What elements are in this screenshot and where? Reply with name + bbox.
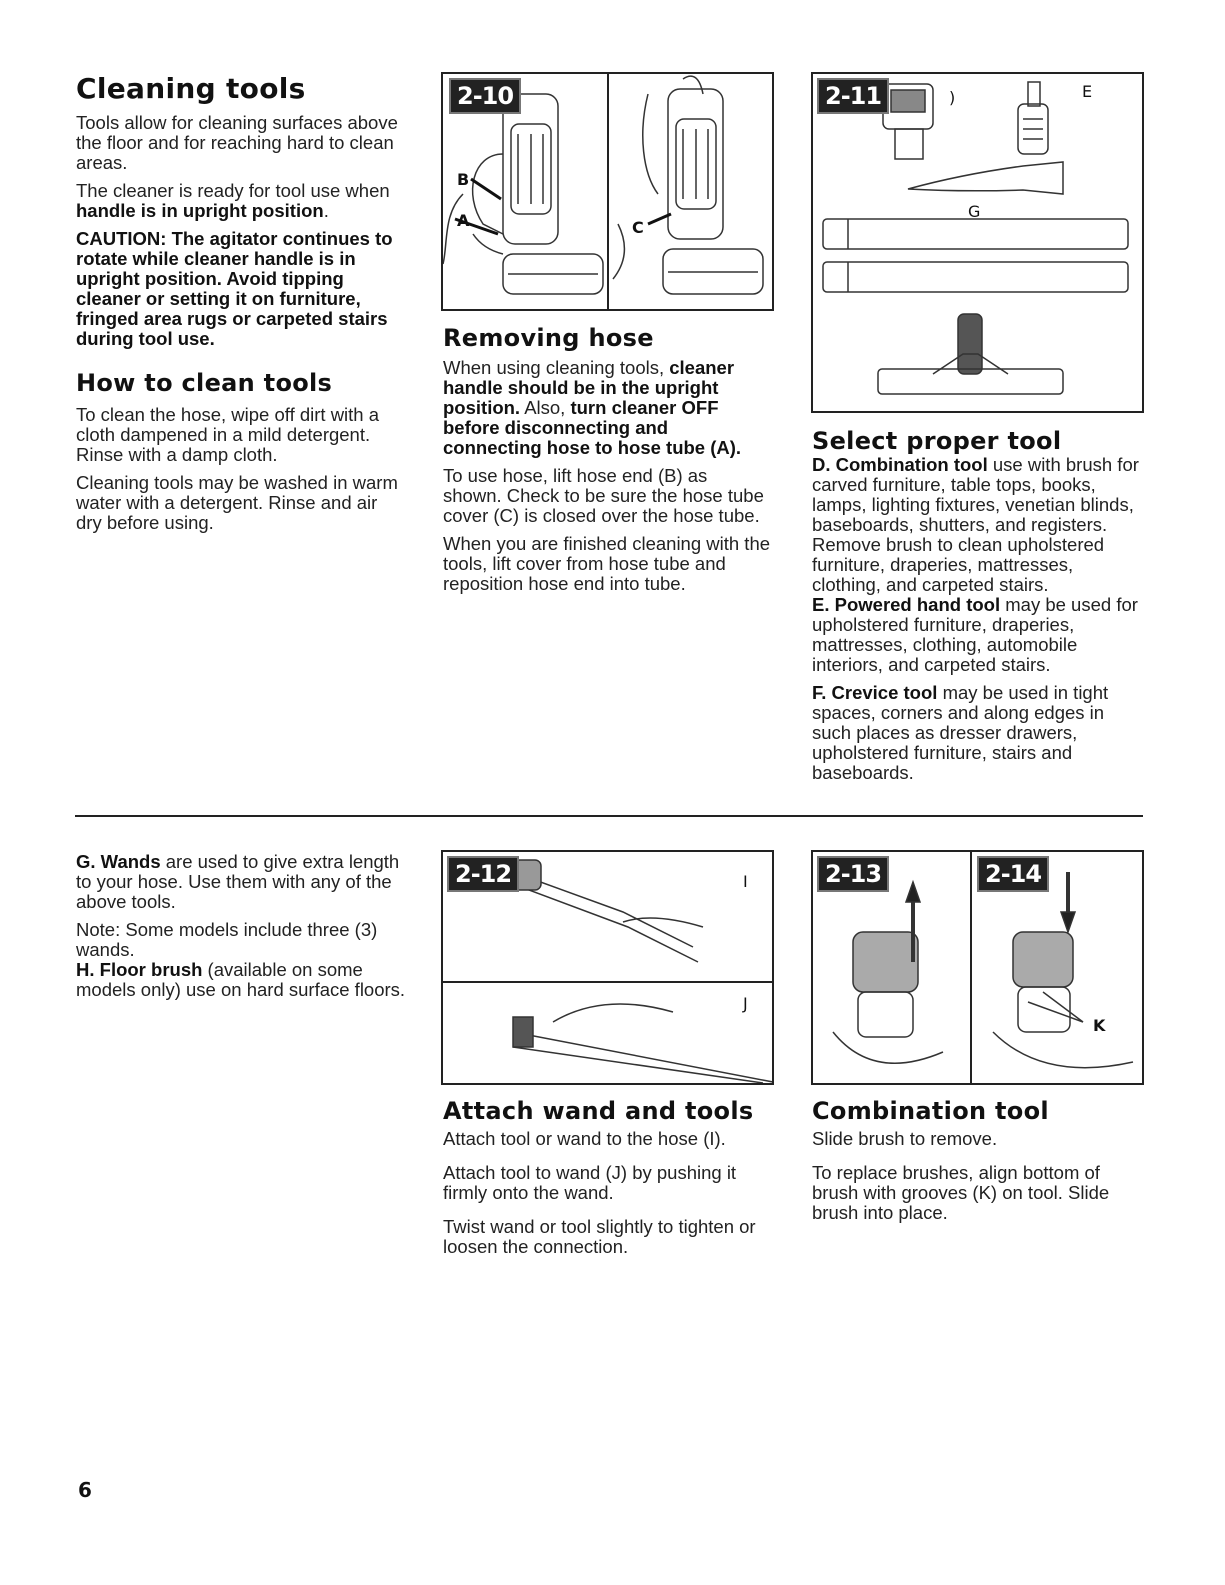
figure-badge-2-11: 2-11 — [817, 78, 889, 114]
section-title-how-to-clean: How to clean tools — [76, 369, 333, 397]
attach-paragraph-2: Attach tool to wand (J) by pushing it firmly onto the wand. — [443, 1162, 737, 1203]
attach-wand-section — [443, 1097, 773, 1265]
attachment-tools-illustration — [813, 74, 1142, 411]
crevice-tool-paragraph: F. Crevice tool may be used in tight spaces, corners and along edges in such places as dresser drawers, upholstered furniture, stairs and baseboards. — [812, 682, 1109, 783]
combination-paragraph-2: To replace brushes, align bottom of brush with grooves (K) on tool. Slide brush into place. — [812, 1162, 1110, 1223]
wands-note: Note: Some models include three (3) wands. — [76, 919, 378, 960]
caution-text: CAUTION: The agitator continues to rotate while cleaner handle is in upright position. Avoid tipping cleaner or setting it on furniture, fringed area rugs or carpeted stairs during tool use. — [76, 228, 393, 349]
removing-hose-section — [443, 324, 771, 602]
figure-badge-2-10: 2-10 — [449, 78, 521, 114]
attach-paragraph-1: Attach tool or wand to the hose (I). — [443, 1128, 726, 1149]
removing-hose-paragraph-1: When using cleaning tools, cleaner handle should be in the upright position. Also, turn cleaner OFF before disconnecting and connecting hose to hose tube (A). — [443, 357, 742, 458]
wash-paragraph: Cleaning tools may be washed in warm water with a detergent. Rinse and air dry before using. — [76, 472, 398, 533]
label-a: A — [457, 211, 470, 230]
label-k: K — [1093, 1016, 1106, 1035]
powered-hand-tool-paragraph: E. Powered hand tool may be used for upholstered furniture, draperies, mattresses, clothing, automobile interiors, and carpeted stairs. — [812, 594, 1138, 675]
section-divider — [75, 815, 1143, 817]
section-title-removing-hose: Removing hose — [443, 324, 654, 352]
figure-2-10 — [441, 72, 774, 311]
combination-tool-section — [812, 1097, 1144, 1231]
remove-brush-paragraph: Remove brush to clean upholstered furniture, draperies, mattresses, clothing, and carpeted stairs. — [812, 534, 1105, 595]
ready-paragraph: The cleaner is ready for tool use when handle is in upright position. — [76, 180, 390, 221]
figure-badge-2-14: 2-14 — [977, 856, 1049, 892]
page-number: 6 — [78, 1478, 92, 1502]
section-title-select-proper-tool: Select proper tool — [812, 427, 1062, 455]
intro-paragraph: Tools allow for cleaning surfaces above the floor and for reaching hard to clean areas. — [76, 112, 398, 173]
label-g: G — [968, 202, 981, 221]
wands-section — [76, 852, 406, 1008]
label-c: C — [632, 218, 644, 237]
wands-paragraph: G. Wands are used to give extra length to your hose. Use them with any of the above tools. — [76, 851, 400, 912]
section-title-cleaning-tools: Cleaning tools — [76, 72, 306, 105]
figure-2-12 — [441, 850, 774, 1085]
combination-paragraph-1: Slide brush to remove. — [812, 1128, 998, 1149]
label-b: B — [457, 170, 470, 189]
label-e: E — [1082, 82, 1093, 101]
removing-hose-paragraph-3: When you are finished cleaning with the tools, lift cover from hose tube and reposition hose end into tube. — [443, 533, 771, 594]
section-title-attach-wand: Attach wand and tools — [443, 1097, 754, 1125]
removing-hose-paragraph-2: To use hose, lift hose end (B) as shown. Check to be sure the hose tube cover (C) is closed over the hose tube. — [443, 465, 764, 526]
figure-2-13-2-14 — [811, 850, 1144, 1085]
figure-badge-2-12: 2-12 — [447, 856, 519, 892]
floor-brush-paragraph: H. Floor brush (available on some models only) use on hard surface floors. — [76, 959, 406, 1000]
combination-tool-paragraph: D. Combination tool use with brush for carved furniture, table tops, books, lamps, lighting fixtures, venetian blinds, baseboards, shutters, and registers. — [812, 454, 1139, 535]
label-i: I — [743, 872, 748, 891]
figure-2-11 — [811, 72, 1144, 413]
label-j: J — [743, 994, 748, 1013]
label-d: ) — [949, 88, 956, 107]
cleaning-tools-section — [76, 72, 401, 541]
hose-clean-paragraph: To clean the hose, wipe off dirt with a cloth dampened in a mild detergent. Rinse with a damp cloth. — [76, 404, 380, 465]
figure-badge-2-13: 2-13 — [817, 856, 889, 892]
section-title-combination-tool: Combination tool — [812, 1097, 1049, 1125]
attach-paragraph-3: Twist wand or tool slightly to tighten or loosen the connection. — [443, 1216, 756, 1257]
select-proper-tool-section — [812, 427, 1144, 791]
